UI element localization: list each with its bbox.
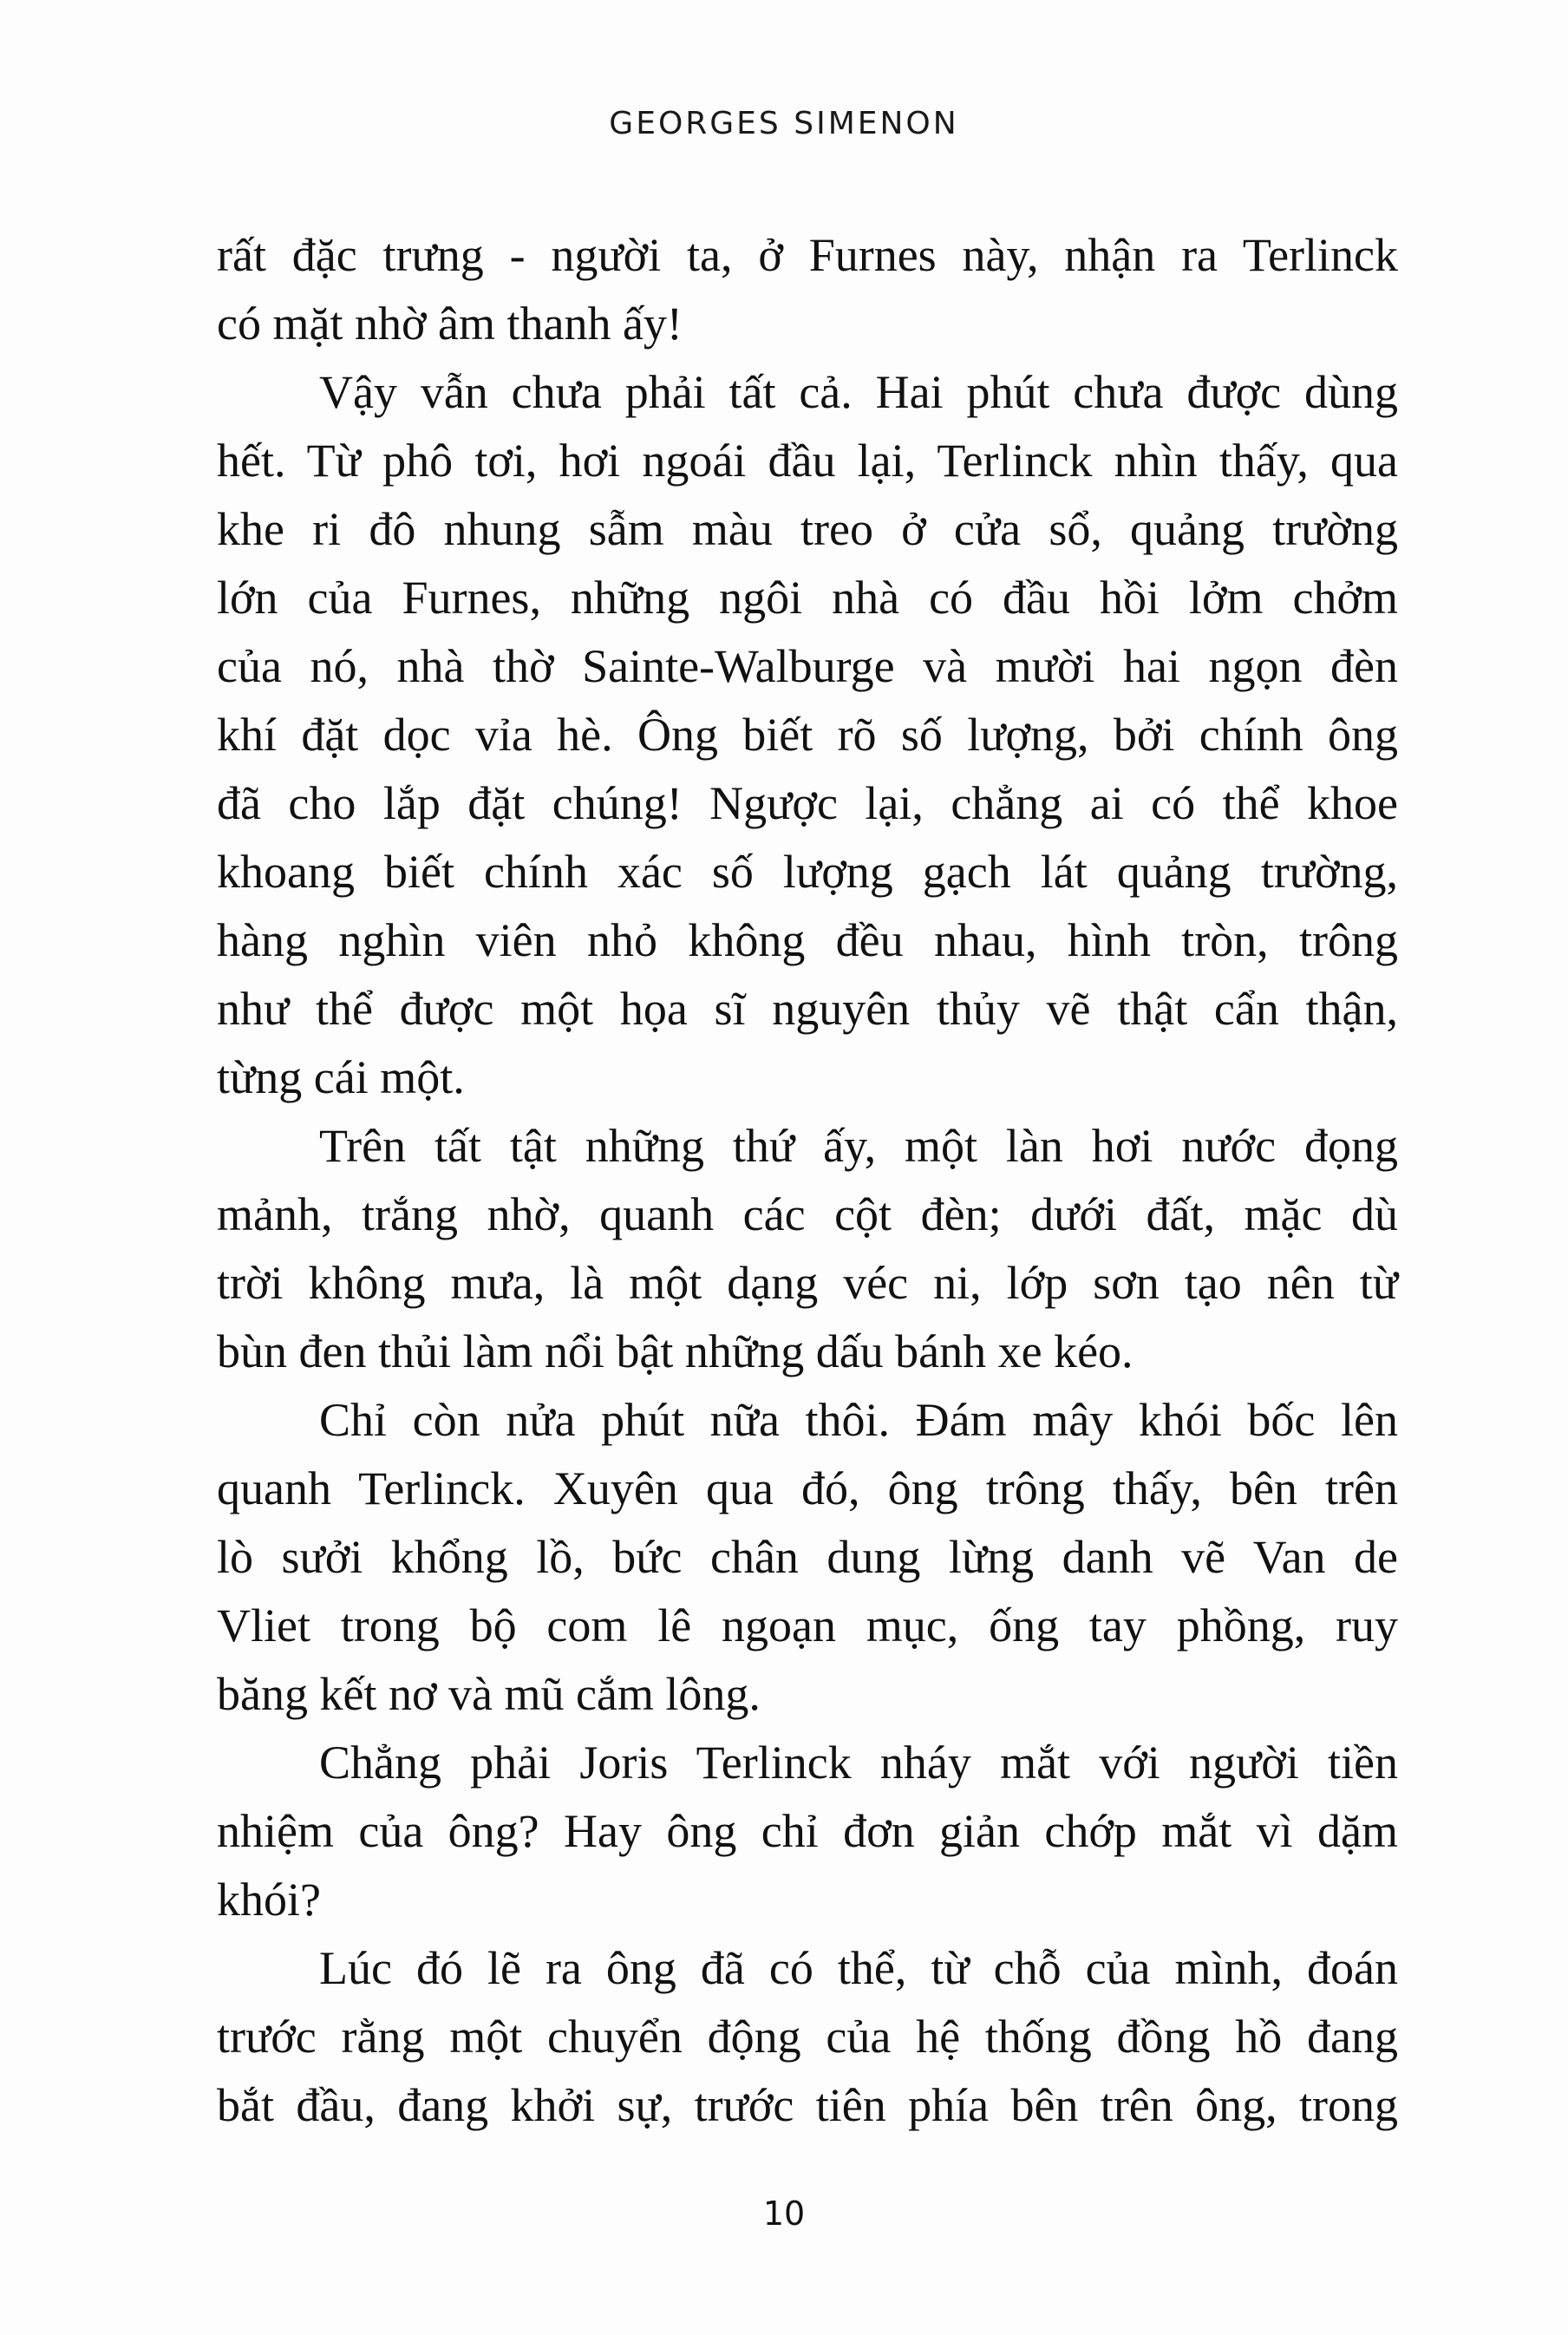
text-line: khe ri đô nhung sẫm màu treo ở cửa sổ, quảng trường [217, 503, 1398, 555]
paragraph [217, 221, 1398, 358]
text-line: nhiệm của ông? Hay ông chỉ đơn giản chớp mắt vì dặm [217, 1805, 1398, 1857]
text-line: từng cái một. [217, 1051, 465, 1103]
text-line: Trên tất tật những thứ ấy, một làn hơi nước đọng [319, 1120, 1398, 1172]
text-line: băng kết nơ và mũ cắm lông. [217, 1668, 761, 1720]
paragraph [217, 1729, 1398, 1934]
text-line: của nó, nhà thờ Sainte-Walburge và mười hai ngọn đèn [217, 640, 1398, 692]
text-line: Vậy vẫn chưa phải tất cả. Hai phút chưa được dùng [319, 366, 1398, 418]
text-line: trời không mưa, là một dạng véc ni, lớp sơn tạo nên từ [217, 1257, 1398, 1309]
text-line: rất đặc trưng - người ta, ở Furnes này, nhận ra Terlinck [217, 229, 1398, 281]
text-line: Vliet trong bộ com lê ngoạn mục, ống tay phồng, ruy [217, 1599, 1398, 1652]
paragraph [217, 358, 1398, 1112]
page-number: 10 [762, 2194, 806, 2233]
text-line: khói? [217, 1874, 321, 1926]
text-line: trước rằng một chuyển động của hệ thống đồng hồ đang [217, 2011, 1398, 2063]
text-line: quanh Terlinck. Xuyên qua đó, ông trông thấy, bên trên [217, 1462, 1398, 1514]
text-line: Lúc đó lẽ ra ông đã có thể, từ chỗ của mình, đoán [319, 1942, 1398, 1994]
text-line: bùn đen thủi làm nổi bật những dấu bánh xe kéo. [217, 1325, 1134, 1377]
text-line: bắt đầu, đang khởi sự, trước tiên phía bên trên ông, trong [217, 2079, 1398, 2131]
text-line: Chẳng phải Joris Terlinck nháy mắt với người tiền [319, 1737, 1398, 1789]
paragraph [217, 1386, 1398, 1729]
text-line: đã cho lắp đặt chúng! Ngược lại, chẳng ai có thể khoe [217, 777, 1398, 829]
text-line: hàng nghìn viên nhỏ không đều nhau, hình tròn, trông [217, 914, 1398, 966]
text-line: như thể được một họa sĩ nguyên thủy vẽ thật cẩn thận, [217, 983, 1398, 1035]
text-line: khoang biết chính xác số lượng gạch lát quảng trường, [217, 846, 1398, 898]
text-line: Chỉ còn nửa phút nữa thôi. Đám mây khói bốc lên [319, 1394, 1398, 1446]
text-line: khí đặt dọc vỉa hè. Ông biết rõ số lượng, bởi chính ông [217, 709, 1398, 761]
text-line: lò sưởi khổng lồ, bức chân dung lừng danh vẽ Van de [217, 1531, 1398, 1583]
text-line: hết. Từ phô tơi, hơi ngoái đầu lại, Terlinck nhìn thấy, qua [217, 435, 1398, 487]
body-text [217, 221, 1398, 2140]
text-line: mảnh, trắng nhờ, quanh các cột đèn; dưới đất, mặc dù [217, 1188, 1398, 1240]
running-head-author: GEORGES SIMENON [609, 106, 959, 141]
paragraph [217, 1112, 1398, 1386]
text-line: có mặt nhờ âm thanh ấy! [217, 298, 683, 350]
text-line: lớn của Furnes, những ngôi nhà có đầu hồi lởm chởm [217, 572, 1398, 624]
paragraph [217, 1934, 1398, 2140]
